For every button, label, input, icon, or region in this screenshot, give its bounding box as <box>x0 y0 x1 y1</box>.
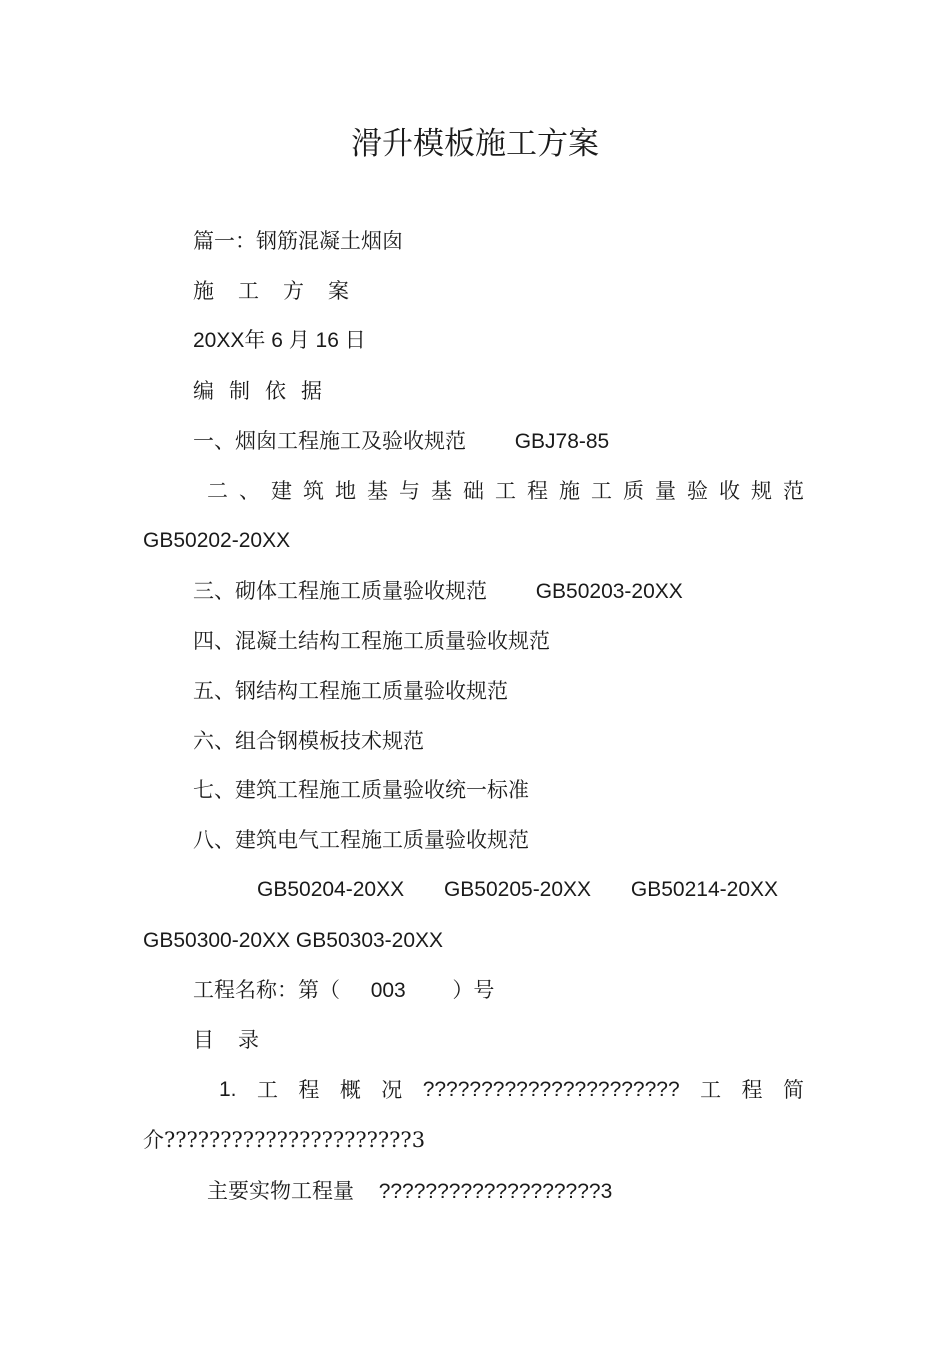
char: 工 <box>495 479 516 503</box>
char: 概 <box>339 1078 361 1102</box>
standard-codes-row-2: GB50300-20XX GB50303-20XX <box>143 929 444 952</box>
toc-item-2-leader: ???????????????????3 <box>378 1180 613 1203</box>
basis-item-3-code: GB50203-20XX <box>535 580 683 603</box>
char: 况 <box>381 1078 403 1102</box>
toc-item-1-cont: 介??????????????????????3 <box>143 1128 426 1152</box>
basis-item-7: 七、建筑工程施工质量验收统一标准 <box>193 778 529 802</box>
char: 验 <box>687 479 708 503</box>
char: 量 <box>655 479 676 503</box>
basis-heading: 编制依据 <box>193 379 337 403</box>
char: 筑 <box>303 479 324 503</box>
char: 、 <box>239 479 260 503</box>
project-number: 003 <box>370 979 406 1002</box>
char: 地 <box>335 479 356 503</box>
page-title: 滑升模板施工方案 <box>351 126 599 162</box>
section-heading: 篇一：钢筋混凝土烟囱 <box>193 229 403 253</box>
basis-item-4: 四、混凝土结构工程施工质量验收规范 <box>193 629 550 653</box>
char: 础 <box>463 479 484 503</box>
project-name-line <box>193 976 494 1005</box>
char: 简 <box>782 1078 804 1102</box>
code-gb50205: GB50205-20XX <box>443 878 592 901</box>
code-gb50204: GB50204-20XX <box>257 878 405 901</box>
char: 程 <box>741 1078 763 1102</box>
date-line: 20XX年 6 月 16 日 <box>193 329 366 352</box>
project-number-suffix: ）号 <box>452 978 495 1002</box>
toc-item-2 <box>207 1177 612 1206</box>
basis-item-8: 八、建筑电气工程施工质量验收规范 <box>193 828 529 852</box>
char: 收 <box>719 479 740 503</box>
char: 建 <box>271 479 292 503</box>
basis-item-2 <box>207 477 804 505</box>
standard-codes-row <box>257 876 778 904</box>
toc-item-2-text: 主要实物工程量 <box>207 1179 354 1203</box>
toc-number: 1. <box>219 1078 237 1101</box>
char: 规 <box>751 479 772 503</box>
toc-item-1 <box>219 1076 804 1104</box>
basis-item-3 <box>193 577 683 606</box>
char: 工 <box>700 1078 722 1102</box>
char: 质 <box>623 479 644 503</box>
char: 施 <box>559 479 580 503</box>
basis-item-1-code: GBJ78-85 <box>514 430 610 453</box>
char: 工 <box>256 1078 278 1102</box>
code-gb50214: GB50214-20XX <box>630 878 779 901</box>
basis-item-6: 六、组合钢模板技术规范 <box>193 729 424 753</box>
char: 二 <box>207 479 228 503</box>
char: 基 <box>431 479 452 503</box>
char: 程 <box>527 479 548 503</box>
basis-item-1 <box>193 427 609 456</box>
char: 程 <box>298 1078 320 1102</box>
toc-leader: ?????????????????????? <box>422 1078 680 1101</box>
toc-heading: 目录 <box>193 1028 283 1052</box>
basis-item-2-code: GB50202-20XX <box>143 529 291 552</box>
char: 与 <box>399 479 420 503</box>
project-name-label: 工程名称：第（ <box>193 978 340 1002</box>
char: 基 <box>367 479 388 503</box>
basis-item-5: 五、钢结构工程施工质量验收规范 <box>193 679 508 703</box>
basis-item-1-text: 一、烟囱工程施工及验收规范 <box>193 429 466 453</box>
subtitle-plan: 施工方案 <box>193 279 373 303</box>
char: 工 <box>591 479 612 503</box>
char: 范 <box>783 479 804 503</box>
basis-item-3-text: 三、砌体工程施工质量验收规范 <box>193 579 487 603</box>
